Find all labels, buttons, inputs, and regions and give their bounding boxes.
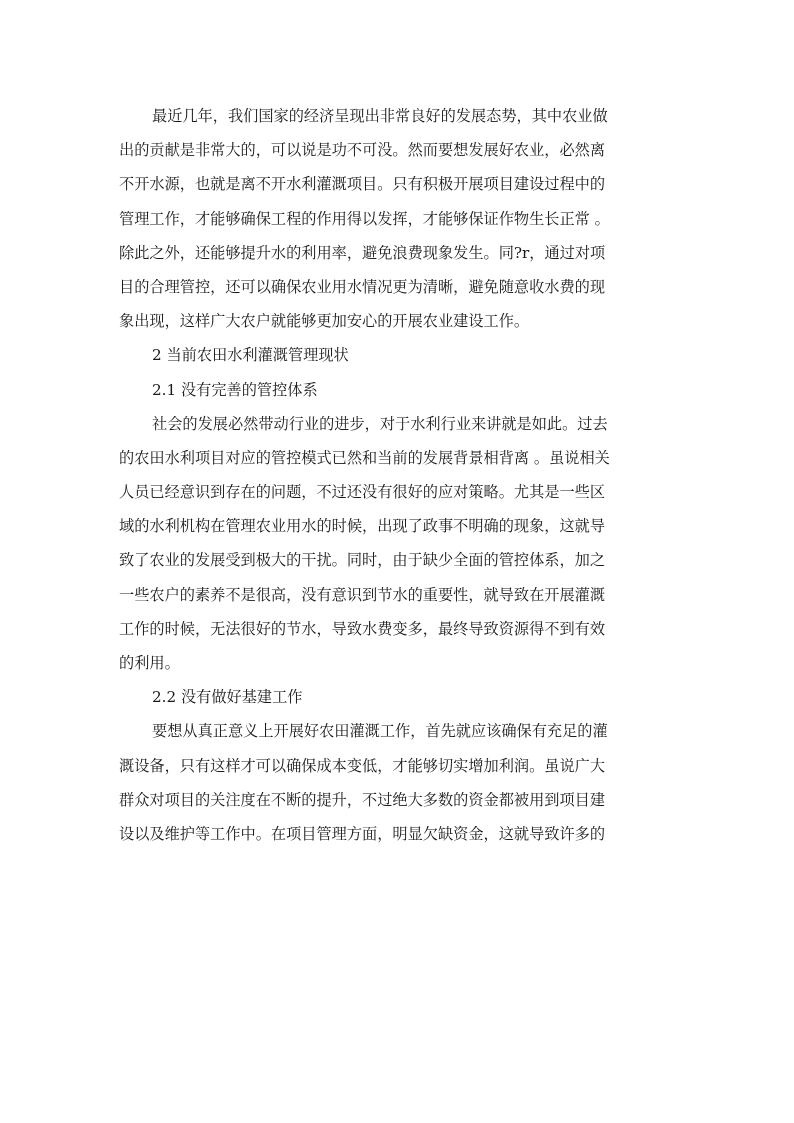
paragraph-line: 象出现，这样广大农户就能够更加安心的开展农业建设工作。: [119, 312, 530, 331]
paragraph-line: 目的合理管控，还可以确保农业用水情况更为清晰，避免随意收水费的现: [119, 277, 605, 296]
paragraph-line: 要想从真正意义上开展好农田灌溉工作，首先就应该确保有充足的灌: [152, 722, 608, 741]
paragraph-line: 不开水源，也就是离不开水利灌溉项目。只有积极开展项目建设过程中的: [119, 175, 605, 194]
paragraph-line: 工作的时候，无法很好的节水，导致水费变多，最终导致资源得不到有效: [119, 619, 605, 638]
section-heading: 2 当前农田水利灌溉管理现状: [152, 346, 349, 365]
subsection-heading: 2.2 没有做好基建工作: [152, 688, 303, 707]
paragraph-line: 设以及维护等工作中。在项目管理方面，明显欠缺资金，这就导致许多的: [119, 824, 605, 843]
paragraph-line: 社会的发展必然带动行业的进步，对于水利行业来讲就是如此。过去: [152, 414, 608, 433]
paragraph-line: 的利用。: [119, 654, 180, 672]
subsection-heading: 2.1 没有完善的管控体系: [152, 380, 318, 399]
paragraph-line: 出的贡献是非常大的，可以说是功不可没。然而要想发展好农业，必然离: [119, 141, 605, 160]
paragraph-line: 管理工作，才能够确保工程的作用得以发挥，才能够保证作物生长正常 。: [119, 209, 610, 228]
paragraph-line: 最近几年，我们国家的经济呈现出非常良好的发展态势，其中农业做: [152, 107, 608, 125]
paragraph-line: 的农田水利项目对应的管控模式已然和当前的发展背景相背离 。虽说相关: [119, 448, 610, 467]
paragraph-line: 除此之外，还能够提升水的利用率，避免浪费现象发生。同?r，通过对项: [119, 243, 606, 262]
paragraph-line: 一些农户的素养不是很高，没有意识到节水的重要性，就导致在开展灌溉: [119, 585, 605, 604]
paragraph-line: 致了农业的发展受到极大的干扰。同时，由于缺少全面的管控体系，加之: [119, 551, 605, 570]
paragraph-line: 人员已经意识到存在的问题，不过还没有很好的应对策略。尤其是一些区: [119, 483, 605, 502]
document-body: [119, 99, 675, 851]
paragraph-line: 域的水利机构在管理农业用水的时候，出现了政事不明确的现象，这就导: [119, 517, 605, 536]
paragraph-line: 群众对项目的关注度在不断的提升，不过绝大多数的资金都被用到项目建: [119, 790, 605, 809]
paragraph-line: 溉设备，只有这样才可以确保成本变低，才能够切实增加利润。虽说广大: [119, 756, 605, 775]
